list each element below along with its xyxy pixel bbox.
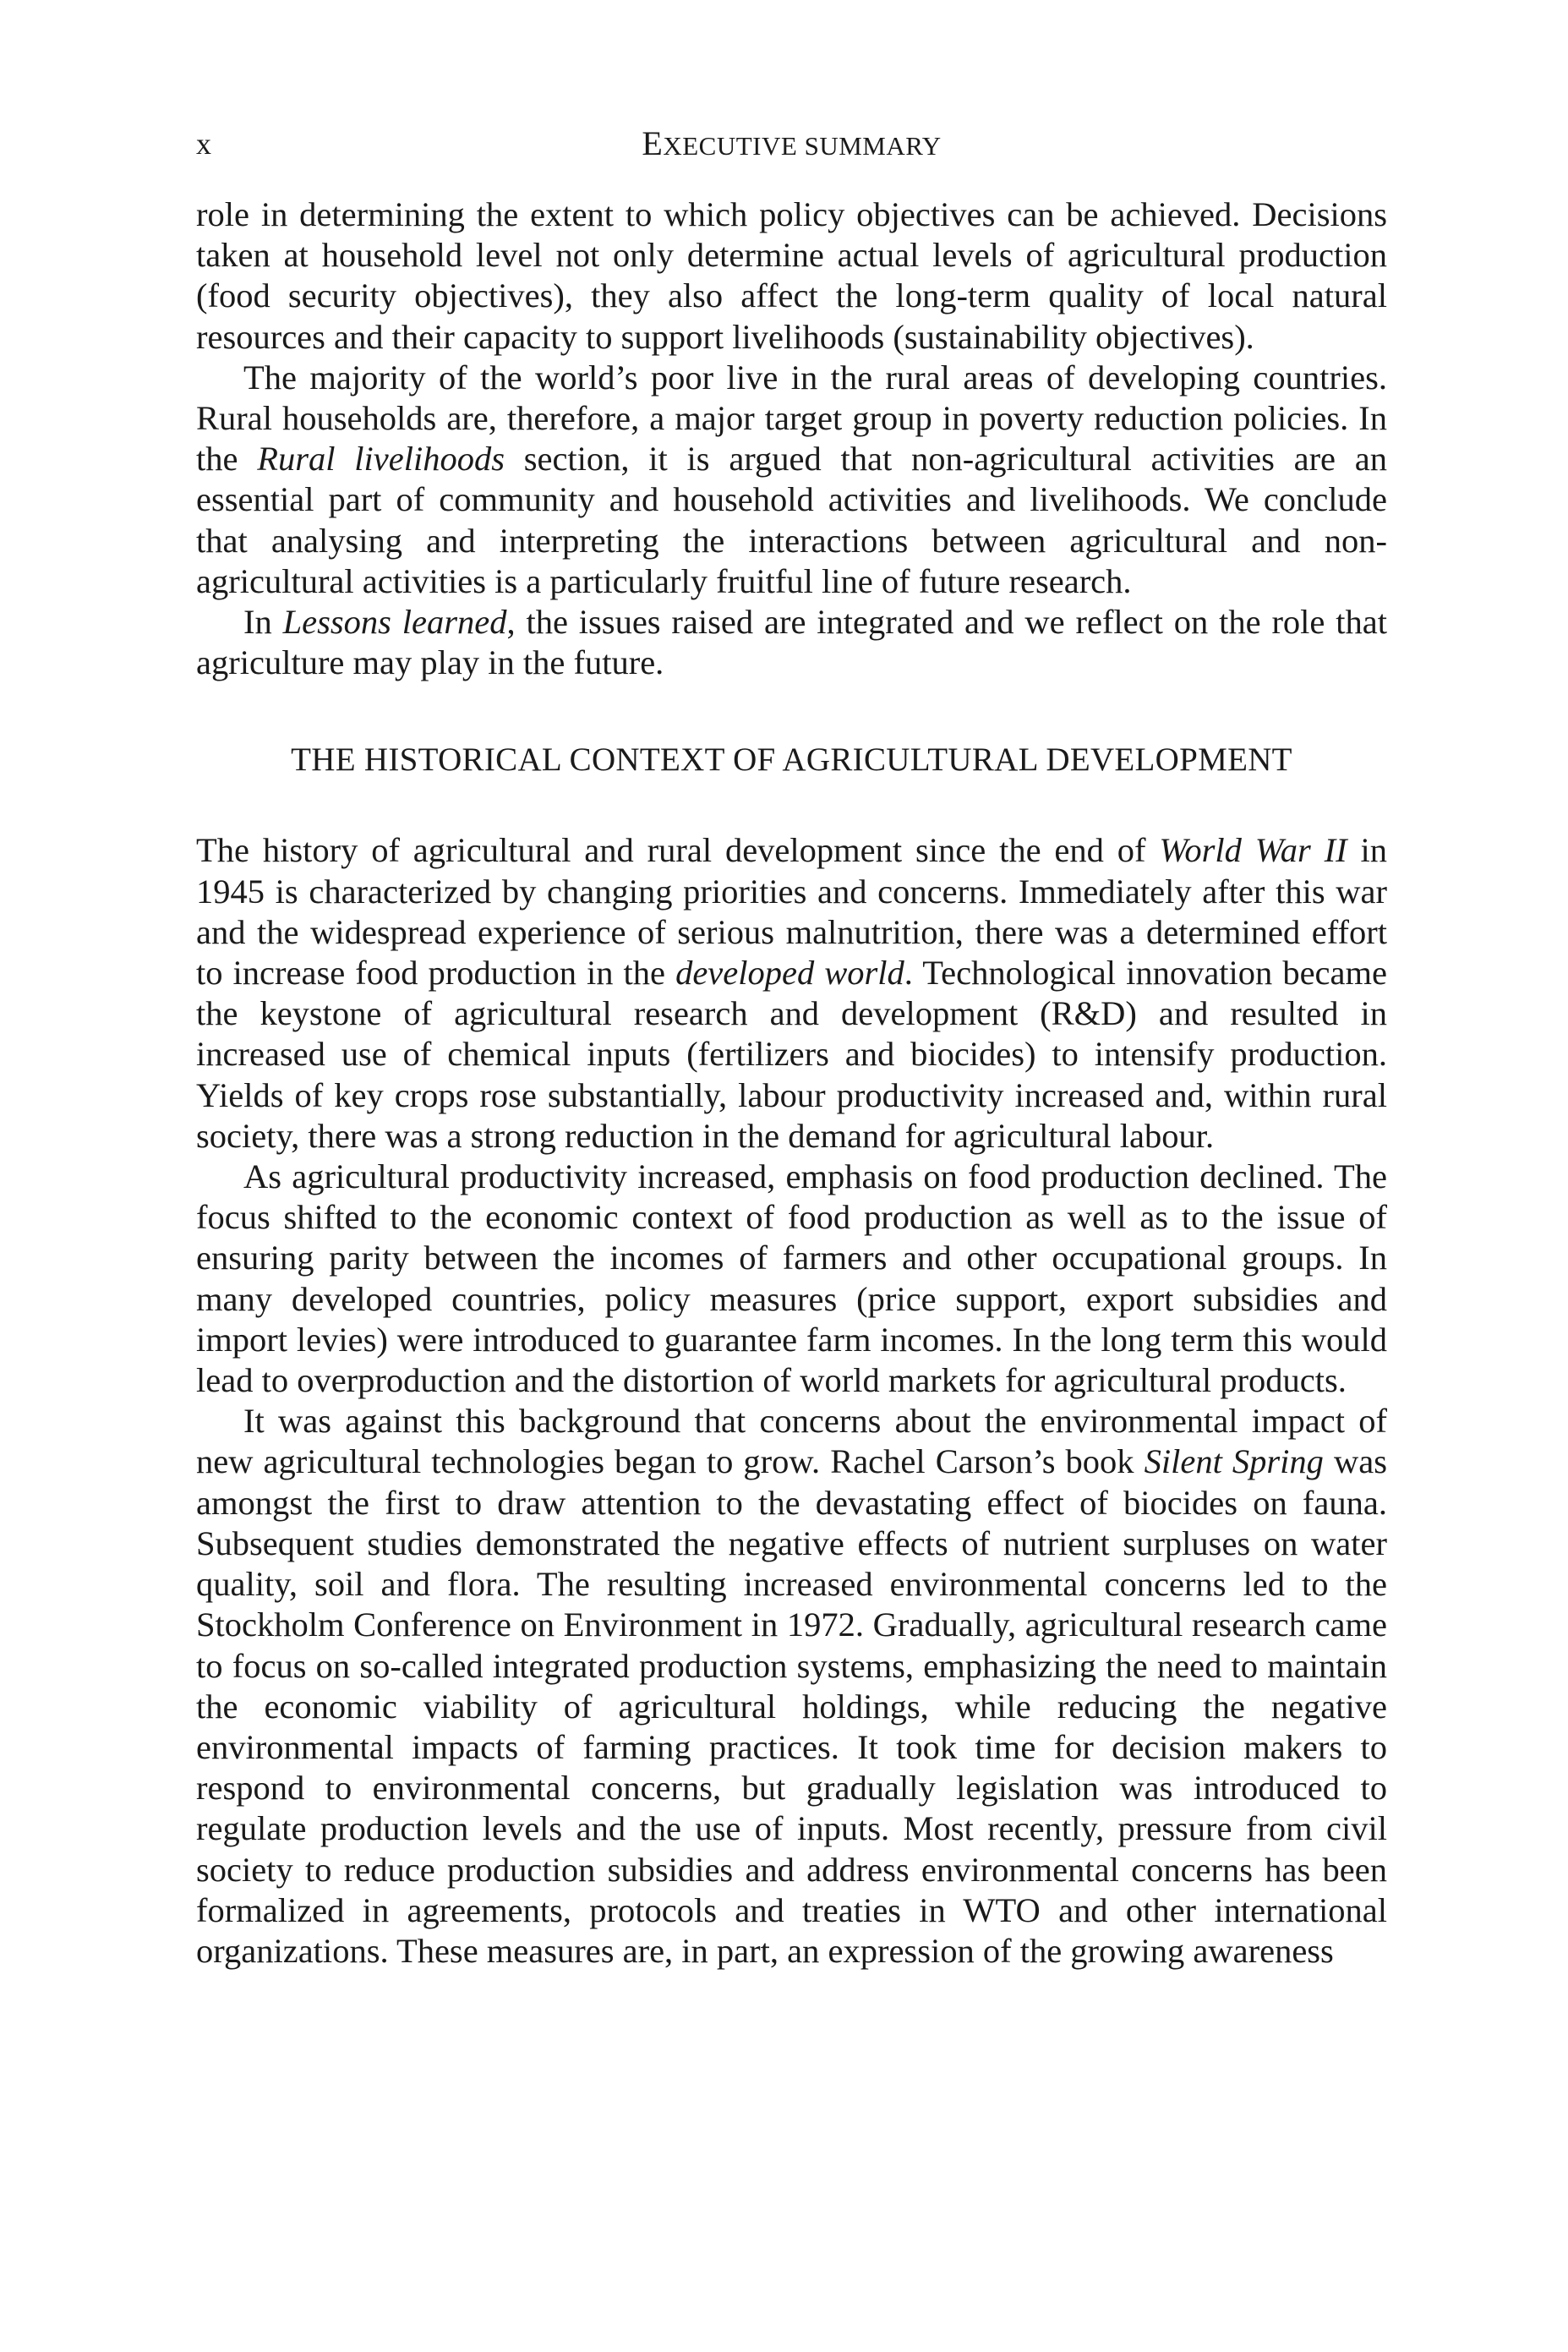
running-header (196, 118, 1387, 169)
section-paragraph-2: As agricultural productivity increased, emphasis on food production declined. The focus shifted to the economic context of food production as well as to the issue of ensuring parity between the incomes of farmers and other occupational groups. In many developed countries, policy measures (price support, export subsidies and import levies) were introduced to guarantee farm incomes. In the long term this would lead to overproduction and the distortion of world markets for agricultural products. (196, 1157, 1387, 1400)
section-paragraph-3-end: was amongst the first to draw attention to the devastating effect of biocides on fauna. Subsequent studies demonstrated the negative effects of nutrient surpluses on water quality, soil and flora. The resulting increased environmental concerns led to the Stockholm Conference on Environment in 1972. Gradually, agricultural research came to focus on so-called integrated production systems, emphasizing the need to maintain the economic viability of agricultural holdings, while reducing the negative environmental impacts of farming practices. It took time for decision makers to respond to environmental concerns, but gradually legislation was introduced to regulate production levels and the use of inputs. Most recently, pressure from civil society to reduce production subsidies and address environmental concerns has been formalized in agreements, protocols and treaties in WTO and other international organizations. These measures are, in part, an expression of the growing awareness (196, 1442, 1387, 1970)
developed-world-emphasis: developed world (675, 954, 904, 993)
intro-paragraph-2-start: The majority of the world’s poor live in the rural areas of developing countries. Rural households are, therefore, a major target group in poverty reduction policies. In the (196, 358, 1387, 479)
world-war-ii-emphasis: World War II (1159, 831, 1347, 870)
running-title (196, 118, 1387, 172)
book-page (196, 118, 1387, 1972)
intro-paragraph-3-end: , the issues raised are integrated and we reflect on the role that agriculture may play in the future. (196, 603, 1387, 682)
section-paragraph-3-start: It was against this background that concerns about the environmental impact of new agricultural technologies began to grow. Rachel Carson’s book (196, 1402, 1387, 1481)
page-number: x (196, 127, 211, 161)
intro-paragraph-3-start: In (243, 603, 283, 642)
intro-paragraph-2-end: section, it is argued that non-agricultural activities are an essential part of community and household activities and livelihoods. We conclude that analysing and interpreting the interactions between agricultural and non-agricultural activities is a particularly fruitful line of future research. (196, 440, 1388, 600)
section-paragraph-3 (196, 1401, 1387, 1972)
section-paragraph-1-middle: in 1945 is characterized by changing priorities and concerns. Immediately after this war and the widespread experience of serious malnutrition, there was a determined effort to increase food production in the (196, 831, 1387, 993)
running-title-initial: E (642, 124, 664, 162)
intro-paragraph-2 (196, 358, 1387, 602)
intro-text (196, 194, 1387, 683)
section-paragraph-1-end: . Technological innovation became the keystone of agricultural research and development (R&D) and resulted in increased use of chemical inputs (fertilizers and biocides) to intensify production. Yields of key crops rose substantially, labour productivity increased and, within rural society, there was a strong reduction in the demand for agricultural labour. (196, 954, 1387, 1155)
section-heading: THE HISTORICAL CONTEXT OF AGRICULTURAL DEVELOPMENT (291, 741, 1292, 779)
silent-spring-emphasis: Silent Spring (1144, 1442, 1324, 1481)
section-paragraph-1-start: The history of agricultural and rural development since the end of (196, 831, 1160, 870)
lessons-learned-emphasis: Lessons learned (282, 603, 507, 642)
section-paragraph-1 (196, 830, 1387, 1157)
intro-paragraph-3 (196, 602, 1387, 683)
running-title-rest: XECUTIVE SUMMARY (663, 131, 942, 161)
intro-paragraph-1: role in determining the extent to which policy objectives can be achieved. Decisions taken at household level not only determine actual levels of agricultural production (food security objectives), they also affect the long-term quality of local natural resources and their capacity to support livelihoods (sustainability objectives). (196, 195, 1387, 356)
section-text (196, 830, 1387, 1972)
rural-livelihoods-emphasis: Rural livelihoods (257, 440, 505, 479)
